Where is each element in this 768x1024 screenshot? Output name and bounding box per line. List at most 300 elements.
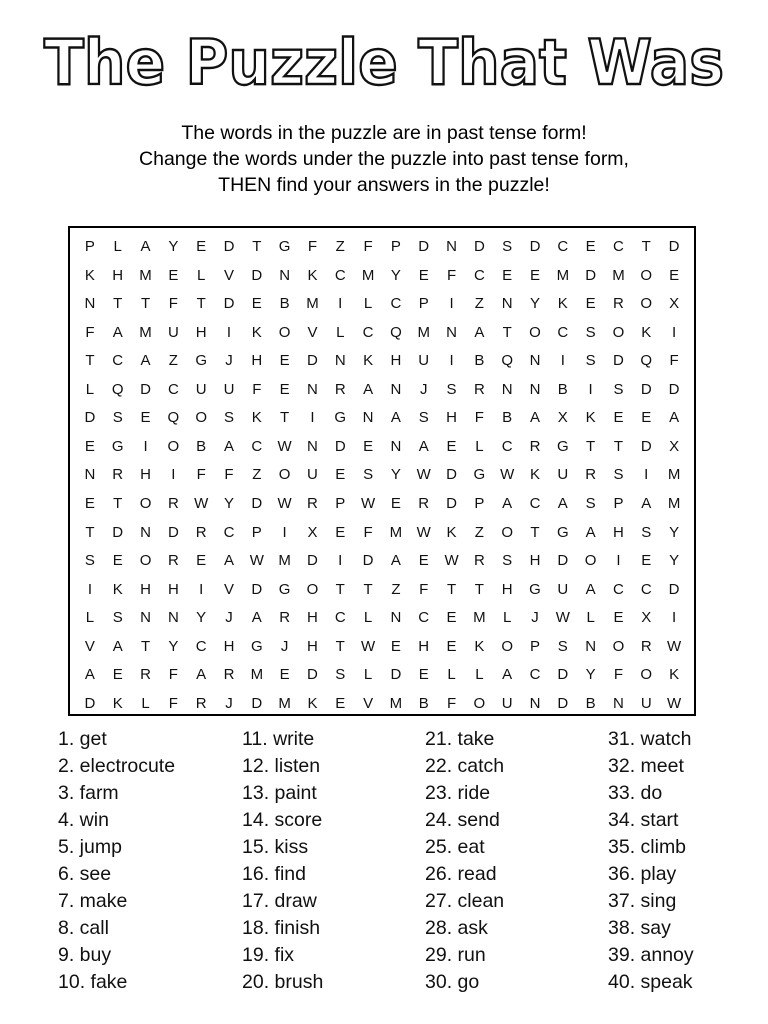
grid-letter: E bbox=[112, 552, 123, 570]
word-list-item: 12. listen bbox=[242, 755, 321, 777]
word-list-item: 24. send bbox=[425, 809, 500, 831]
grid-letter: R bbox=[195, 523, 207, 541]
grid-letter: U bbox=[167, 323, 179, 341]
word-list-item: 15. kiss bbox=[242, 836, 309, 858]
word-list-item: 10. fake bbox=[58, 971, 128, 993]
grid-letter: E bbox=[641, 552, 652, 570]
grid-letter: T bbox=[335, 580, 345, 598]
grid-letter: R bbox=[473, 552, 485, 570]
grid-letter: X bbox=[641, 609, 652, 627]
grid-letter: T bbox=[140, 295, 151, 313]
grid-letter: E bbox=[335, 694, 346, 712]
grid-letter: C bbox=[557, 323, 569, 341]
grid-letter: H bbox=[501, 580, 513, 598]
grid-letter: F bbox=[307, 238, 318, 255]
grid-letter: C bbox=[557, 238, 569, 255]
grid-letter: L bbox=[586, 609, 595, 627]
grid-letter: X bbox=[557, 409, 568, 427]
grid-letter: Z bbox=[168, 352, 178, 370]
grid-letter: S bbox=[502, 552, 513, 570]
grid-letter: M bbox=[667, 466, 681, 484]
grid-letter: I bbox=[588, 380, 593, 398]
grid-letter: A bbox=[557, 494, 568, 512]
grid-letter: Z bbox=[474, 295, 484, 313]
grid-letter: H bbox=[446, 409, 457, 427]
grid-letter: R bbox=[613, 295, 624, 313]
grid-letter: I bbox=[282, 523, 287, 541]
word-list-item: 23. ride bbox=[425, 782, 491, 804]
word-list-item: 8. call bbox=[58, 917, 109, 939]
grid-letter: Y bbox=[196, 609, 207, 627]
grid-letter: K bbox=[307, 266, 318, 284]
grid-letter: T bbox=[613, 437, 624, 455]
grid-letter: S bbox=[641, 523, 652, 541]
grid-letter: O bbox=[640, 266, 653, 284]
grid-letter: S bbox=[363, 466, 374, 484]
grid-letter: N bbox=[307, 437, 318, 455]
grid-letter: C bbox=[334, 609, 346, 627]
grid-letter: F bbox=[252, 380, 262, 398]
grid-letter: W bbox=[277, 437, 292, 455]
grid-letter: N bbox=[501, 295, 513, 313]
grid-letter: I bbox=[199, 580, 204, 598]
word-list-item: 38. say bbox=[608, 917, 671, 939]
grid-letter: Z bbox=[391, 580, 401, 598]
grid-letter: A bbox=[223, 552, 234, 570]
grid-letter: J bbox=[531, 609, 539, 627]
title-banner bbox=[0, 24, 768, 104]
grid-letter: E bbox=[418, 266, 429, 284]
grid-letter: N bbox=[334, 352, 346, 370]
grid-letter: F bbox=[474, 409, 484, 427]
grid-letter: E bbox=[390, 637, 401, 655]
grid-letter: G bbox=[278, 580, 291, 598]
grid-letter: Q bbox=[390, 323, 402, 341]
grid-letter: O bbox=[195, 409, 207, 427]
grid-letter: S bbox=[613, 380, 624, 398]
grid-letter: E bbox=[279, 380, 290, 398]
grid-letter: D bbox=[251, 580, 263, 598]
grid-letter: E bbox=[335, 466, 346, 484]
grid-letter: D bbox=[668, 238, 680, 255]
grid-letter: A bbox=[474, 323, 485, 341]
word-list-item: 36. play bbox=[608, 863, 677, 885]
grid-letter: U bbox=[557, 580, 569, 598]
grid-letter: R bbox=[529, 437, 541, 455]
grid-letter: Y bbox=[390, 266, 401, 284]
grid-letter: N bbox=[279, 266, 291, 284]
grid-letter: L bbox=[363, 609, 373, 627]
grid-letter: G bbox=[556, 523, 569, 541]
grid-letter: Q bbox=[111, 380, 124, 398]
grid-letter: A bbox=[140, 238, 151, 255]
grid-letter: Q bbox=[501, 352, 513, 370]
word-list-item: 5. jump bbox=[58, 836, 122, 858]
grid-row bbox=[70, 605, 694, 634]
grid-letter: F bbox=[363, 238, 373, 255]
grid-letter: H bbox=[613, 523, 624, 541]
grid-letter: T bbox=[530, 523, 540, 541]
word-list-item: 20. brush bbox=[242, 971, 324, 993]
grid-letter: N bbox=[529, 380, 541, 398]
grid-letter: N bbox=[529, 694, 541, 712]
word-list-column-4 bbox=[608, 726, 768, 996]
grid-letter: M bbox=[556, 266, 570, 284]
grid-letter: K bbox=[585, 409, 596, 427]
grid-letter: V bbox=[223, 580, 234, 598]
grid-letter: N bbox=[585, 637, 597, 655]
grid-letter: Y bbox=[585, 666, 596, 684]
word-list-item: 18. finish bbox=[242, 917, 321, 939]
grid-letter: W bbox=[360, 637, 376, 655]
word-list-item: 37. sing bbox=[608, 890, 677, 912]
grid-letter: H bbox=[251, 352, 263, 370]
grid-letter: O bbox=[167, 437, 180, 455]
grid-letter: I bbox=[226, 323, 232, 341]
grid-letter: T bbox=[140, 637, 151, 655]
word-list-column-2 bbox=[242, 726, 422, 996]
grid-letter: Y bbox=[529, 295, 540, 313]
grid-letter: E bbox=[196, 238, 207, 255]
grid-letter: I bbox=[171, 466, 176, 484]
word-list-item: 3. farm bbox=[58, 782, 119, 804]
grid-letter: H bbox=[112, 266, 124, 284]
grid-letter: D bbox=[307, 552, 318, 570]
grid-letter: O bbox=[529, 323, 541, 341]
grid-letter: D bbox=[251, 494, 263, 512]
word-list-item: 31. watch bbox=[608, 728, 692, 750]
grid-letter: E bbox=[418, 666, 429, 684]
grid-letter: O bbox=[501, 637, 513, 655]
grid-letter: U bbox=[307, 466, 318, 484]
grid-letter: S bbox=[585, 323, 596, 341]
grid-letter: D bbox=[446, 466, 457, 484]
grid-letter: J bbox=[419, 380, 428, 398]
grid-letter: I bbox=[671, 609, 677, 627]
grid-letter: R bbox=[279, 609, 291, 627]
grid-letter: A bbox=[502, 666, 513, 684]
grid-letter: W bbox=[277, 494, 292, 512]
grid-letter: M bbox=[473, 609, 486, 627]
grid-letter: K bbox=[557, 295, 568, 313]
grid-letter: A bbox=[363, 380, 374, 398]
grid-letter: B bbox=[585, 694, 596, 712]
word-list-item: 2. electrocute bbox=[58, 755, 176, 777]
grid-row bbox=[70, 291, 694, 320]
grid-letter: L bbox=[503, 609, 512, 627]
grid-letter: W bbox=[444, 552, 459, 570]
grid-letter: C bbox=[640, 580, 652, 598]
grid-letter: P bbox=[418, 295, 429, 313]
grid-letter: O bbox=[139, 494, 152, 512]
grid-letter: N bbox=[390, 380, 402, 398]
grid-letter: T bbox=[113, 494, 123, 512]
grid-letter: C bbox=[473, 266, 485, 284]
grid-letter: F bbox=[446, 694, 457, 712]
grid-letter: H bbox=[307, 637, 318, 655]
grid-letter: I bbox=[560, 352, 565, 370]
grid-letter: K bbox=[529, 466, 540, 484]
grid-letter: J bbox=[225, 609, 233, 627]
word-list-item: 9. buy bbox=[58, 944, 112, 966]
grid-letter: E bbox=[84, 437, 95, 455]
grid-letter: V bbox=[223, 266, 234, 284]
grid-letter: D bbox=[84, 694, 96, 712]
grid-letter: D bbox=[668, 580, 680, 598]
word-list-item: 33. do bbox=[608, 782, 663, 804]
grid-letter: H bbox=[390, 352, 402, 370]
grid-letter: B bbox=[474, 352, 485, 370]
grid-letter: F bbox=[85, 323, 95, 341]
grid-letter: U bbox=[640, 694, 652, 712]
grid-letter: I bbox=[338, 552, 343, 570]
grid-letter: S bbox=[502, 238, 513, 255]
grid-letter: S bbox=[557, 637, 568, 655]
grid-letter: O bbox=[139, 552, 152, 570]
word-list-item: 21. take bbox=[425, 728, 495, 750]
grid-letter: D bbox=[473, 238, 485, 255]
grid-letter: T bbox=[85, 523, 95, 541]
grid-letter: R bbox=[334, 380, 346, 398]
grid-letter: F bbox=[168, 295, 178, 313]
grid-letter: D bbox=[112, 523, 124, 541]
grid-letter: A bbox=[390, 409, 401, 427]
grid-letter: S bbox=[84, 552, 95, 570]
grid-letter: R bbox=[112, 466, 124, 484]
grid-letter: E bbox=[613, 409, 624, 427]
grid-letter: Z bbox=[335, 238, 345, 255]
grid-letter: N bbox=[140, 523, 151, 541]
grid-letter: T bbox=[252, 238, 262, 255]
grid-letter: W bbox=[360, 494, 376, 512]
grid-letter: C bbox=[195, 637, 207, 655]
word-list-item: 40. speak bbox=[608, 971, 693, 993]
grid-letter: F bbox=[196, 466, 206, 484]
grid-letter: E bbox=[168, 266, 179, 284]
grid-letter: F bbox=[168, 694, 178, 712]
grid-letter: R bbox=[167, 494, 179, 512]
grid-letter: B bbox=[502, 409, 513, 427]
grid-letter: O bbox=[501, 523, 513, 541]
grid-letter: L bbox=[197, 266, 206, 284]
grid-letter: A bbox=[223, 437, 234, 455]
grid-letter: I bbox=[338, 295, 343, 313]
grid-letter: G bbox=[278, 238, 291, 255]
grid-row bbox=[70, 320, 694, 349]
grid-letter: T bbox=[446, 580, 457, 598]
grid-letter: E bbox=[641, 409, 652, 427]
grid-letter: X bbox=[307, 523, 318, 541]
grid-letter: A bbox=[112, 637, 123, 655]
grid-letter: B bbox=[557, 380, 568, 398]
grid-letter: R bbox=[585, 466, 597, 484]
grid-letter: R bbox=[140, 666, 151, 684]
grid-letter: T bbox=[474, 580, 484, 598]
grid-letter: D bbox=[223, 295, 235, 313]
grid-letter: M bbox=[306, 295, 319, 313]
grid-letter: D bbox=[640, 437, 652, 455]
grid-letter: N bbox=[446, 238, 457, 255]
word-list-item: 34. start bbox=[608, 809, 679, 831]
grid-letter: E bbox=[529, 266, 540, 284]
grid-letter: W bbox=[666, 694, 682, 712]
grid-letter: H bbox=[140, 580, 151, 598]
grid-row bbox=[70, 548, 694, 577]
grid-row bbox=[70, 434, 694, 463]
grid-letter: I bbox=[644, 466, 649, 484]
grid-letter: L bbox=[363, 666, 373, 684]
grid-letter: I bbox=[449, 352, 454, 370]
grid-letter: C bbox=[390, 295, 402, 313]
grid-letter: G bbox=[556, 437, 569, 455]
grid-letter: A bbox=[585, 523, 596, 541]
grid-letter: A bbox=[502, 494, 513, 512]
word-list-item: 26. read bbox=[425, 863, 497, 885]
grid-letter: L bbox=[85, 380, 95, 398]
grid-letter: G bbox=[529, 580, 541, 598]
grid-letter: R bbox=[640, 637, 652, 655]
grid-letter: C bbox=[418, 609, 430, 627]
grid-letter: S bbox=[585, 494, 596, 512]
grid-letter: M bbox=[417, 323, 430, 341]
grid-letter: A bbox=[641, 494, 652, 512]
grid-letter: Y bbox=[168, 238, 179, 255]
grid-letter: X bbox=[669, 437, 680, 455]
grid-letter: H bbox=[140, 466, 151, 484]
grid-letter: N bbox=[307, 380, 318, 398]
grid-letter: R bbox=[195, 694, 207, 712]
grid-letter: O bbox=[473, 694, 486, 712]
word-list-item: 22. catch bbox=[425, 755, 505, 777]
grid-letter: D bbox=[557, 694, 569, 712]
grid-letter: K bbox=[251, 409, 262, 427]
grid-letter: I bbox=[310, 409, 315, 427]
grid-letter: Y bbox=[223, 494, 234, 512]
grid-letter: N bbox=[84, 295, 96, 313]
grid-letter: M bbox=[612, 266, 625, 284]
grid-letter: D bbox=[585, 266, 597, 284]
grid-letter: T bbox=[280, 409, 290, 427]
grid-letter: C bbox=[529, 494, 541, 512]
grid-letter: C bbox=[223, 523, 235, 541]
word-list-item: 6. see bbox=[58, 863, 112, 885]
grid-letter: E bbox=[418, 552, 429, 570]
word-list-item: 32. meet bbox=[608, 755, 684, 777]
grid-letter: D bbox=[613, 352, 624, 370]
grid-letter: G bbox=[111, 437, 124, 455]
grid-letter: F bbox=[363, 523, 373, 541]
grid-letter: V bbox=[84, 637, 95, 655]
grid-letter: D bbox=[557, 666, 569, 684]
grid-letter: E bbox=[363, 437, 374, 455]
instructions bbox=[0, 120, 768, 198]
grid-letter: K bbox=[641, 323, 652, 341]
grid-letter: U bbox=[223, 380, 235, 398]
grid-letter: N bbox=[501, 380, 513, 398]
grid-letter: F bbox=[224, 466, 234, 484]
grid-letter: E bbox=[446, 637, 457, 655]
grid-letter: D bbox=[557, 552, 569, 570]
grid-letter: C bbox=[334, 266, 346, 284]
grid-letter: L bbox=[475, 666, 484, 684]
grid-letter: R bbox=[473, 380, 485, 398]
grid-letter: E bbox=[502, 266, 513, 284]
grid-letter: L bbox=[113, 238, 122, 255]
grid-letter: T bbox=[502, 323, 512, 341]
word-list-item: 29. run bbox=[425, 944, 486, 966]
grid-letter: P bbox=[84, 238, 95, 255]
grid-letter: P bbox=[390, 238, 401, 255]
grid-letter: D bbox=[418, 238, 430, 255]
grid-letter: E bbox=[585, 295, 596, 313]
grid-letter: A bbox=[669, 409, 680, 427]
grid-letter: W bbox=[249, 552, 264, 570]
grid-letter: I bbox=[616, 552, 621, 570]
grid-letter: F bbox=[168, 666, 178, 684]
word-list-item: 11. write bbox=[242, 728, 315, 750]
grid-letter: T bbox=[586, 437, 596, 455]
grid-letter: N bbox=[446, 323, 457, 341]
grid-letter: O bbox=[640, 666, 653, 684]
grid-letter: R bbox=[307, 494, 318, 512]
grid-letter: L bbox=[141, 694, 150, 712]
grid-letter: E bbox=[84, 494, 95, 512]
grid-letter: E bbox=[446, 437, 457, 455]
grid-letter: S bbox=[112, 409, 123, 427]
grid-row bbox=[70, 377, 694, 406]
word-list-item: 39. annoy bbox=[608, 944, 694, 966]
grid-letter: W bbox=[194, 494, 209, 512]
grid-letter: O bbox=[306, 580, 319, 598]
grid-letter: K bbox=[446, 523, 457, 541]
grid-letter: A bbox=[585, 580, 596, 598]
grid-letter: U bbox=[501, 694, 513, 712]
grid-letter: P bbox=[474, 494, 485, 512]
grid-letter: C bbox=[613, 580, 624, 598]
grid-letter: S bbox=[335, 666, 346, 684]
grid-letter: S bbox=[223, 409, 234, 427]
grid-letter: P bbox=[335, 494, 346, 512]
grid-letter: M bbox=[278, 552, 291, 570]
grid-letter: E bbox=[613, 609, 624, 627]
grid-letter: P bbox=[251, 523, 262, 541]
grid-letter: F bbox=[613, 666, 624, 684]
grid-letter: M bbox=[250, 666, 264, 684]
grid-letter: L bbox=[85, 609, 95, 627]
grid-row bbox=[70, 462, 694, 491]
grid-letter: R bbox=[167, 552, 179, 570]
grid-letter: D bbox=[640, 380, 652, 398]
grid-letter: K bbox=[112, 694, 123, 712]
grid-row bbox=[70, 263, 694, 292]
grid-letter: Z bbox=[474, 523, 484, 541]
word-list-item: 14. score bbox=[242, 809, 323, 831]
grid-letter: G bbox=[473, 466, 486, 484]
grid-letter: L bbox=[447, 666, 456, 684]
grid-letter: K bbox=[474, 637, 485, 655]
grid-letter: W bbox=[416, 523, 431, 541]
grid-letter: E bbox=[279, 666, 290, 684]
grid-row bbox=[70, 520, 694, 549]
grid-letter: I bbox=[87, 580, 92, 598]
word-list-column-3 bbox=[425, 726, 605, 996]
grid-letter: N bbox=[390, 437, 402, 455]
grid-letter: J bbox=[225, 352, 233, 370]
grid-letter: H bbox=[529, 552, 541, 570]
grid-letter: A bbox=[140, 352, 151, 370]
grid-letter: J bbox=[225, 694, 233, 712]
grid-letter: N bbox=[167, 609, 179, 627]
